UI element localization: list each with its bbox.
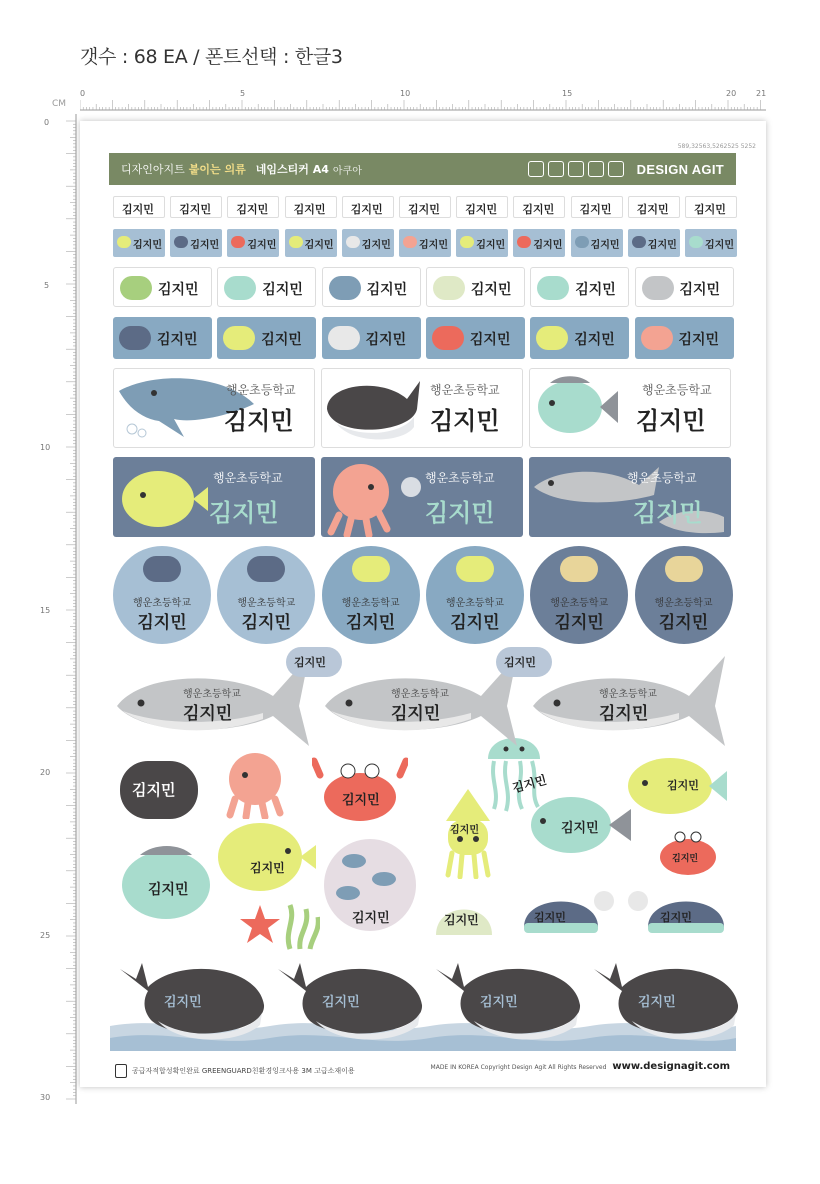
name-text: 김지민 <box>450 613 500 633</box>
whale-sticker <box>118 957 268 1041</box>
school-text: 행운초등학교 <box>654 598 713 609</box>
small-white-sticker <box>113 196 165 218</box>
ruler-unit: CM <box>52 99 67 109</box>
small-white-sticker <box>285 196 337 218</box>
name-text: 김지민 <box>250 861 285 875</box>
ruler-top-label: 21 <box>756 89 766 98</box>
large-white-sticker-fish <box>529 368 731 448</box>
name-text: 김지민 <box>694 203 726 216</box>
animal-icon <box>537 276 569 300</box>
small-blue-sticker <box>399 229 451 257</box>
animal-icon <box>460 236 474 248</box>
name-text: 김지민 <box>122 203 154 216</box>
medium-white-sticker <box>322 267 421 307</box>
animal-icon <box>433 276 465 300</box>
school-text: 행운초등학교 <box>445 598 504 609</box>
animal-icon <box>641 326 673 350</box>
animal-icon <box>329 276 361 300</box>
name-text: 김지민 <box>554 613 604 633</box>
bubble-sticker <box>324 839 416 931</box>
footer-copyright <box>431 1061 730 1072</box>
banner-product: 네임스티커 A4 <box>255 163 329 176</box>
round-sticker <box>530 546 628 644</box>
name-text: 김지민 <box>209 499 279 527</box>
large-blue-sticker-pufferfish <box>113 457 315 537</box>
small-blue-sticker <box>571 229 623 257</box>
name-text: 김지민 <box>241 613 291 633</box>
whale-sticker <box>592 957 742 1041</box>
name-text: 김지민 <box>658 613 709 633</box>
medium-white-sticker <box>530 267 629 307</box>
turtle-icon <box>518 883 616 945</box>
shark-sticker <box>321 651 523 751</box>
school-text: 행운초등학교 <box>341 598 400 609</box>
name-text: 김지민 <box>510 772 549 796</box>
mint-fish-sticker <box>525 793 633 857</box>
animal-icon <box>289 236 303 248</box>
medium-blue-sticker <box>635 317 734 359</box>
brand-logo: DESIGN AGIT <box>636 162 724 177</box>
name-text: 김지민 <box>470 282 512 298</box>
round-sticker <box>217 546 315 644</box>
name-text: 김지민 <box>236 203 269 216</box>
small-white-sticker <box>342 196 394 218</box>
name-text: 김지민 <box>469 332 511 348</box>
school-text: 행운초등학교 <box>642 383 712 397</box>
name-text: 김지민 <box>262 282 303 298</box>
animal-icon <box>632 236 646 248</box>
small-white-sticker <box>399 196 451 218</box>
shell-sticker <box>432 891 498 945</box>
medium-white-sticker <box>217 267 316 307</box>
name-text: 김지민 <box>522 203 555 216</box>
medium-white-sticker <box>113 267 212 307</box>
pufferfish-sticker <box>208 817 318 897</box>
bubble-sticker <box>286 647 342 677</box>
name-text: 김지민 <box>342 793 380 808</box>
medium-blue-sticker <box>217 317 316 359</box>
name-text: 김지민 <box>408 203 440 216</box>
shark-sticker <box>113 651 315 751</box>
animal-icon <box>247 556 285 582</box>
medium-blue-sticker <box>530 317 629 359</box>
jacket-icon <box>608 161 624 177</box>
name-text: 김지민 <box>465 203 498 216</box>
animal-icon <box>346 236 360 248</box>
crab-sticker <box>312 755 408 825</box>
name-text: 김지민 <box>179 203 212 216</box>
small-white-sticker <box>513 196 565 218</box>
small-white-sticker <box>170 196 222 218</box>
ruler-left-label: 15 <box>40 606 51 615</box>
name-text: 김지민 <box>391 704 441 724</box>
name-text: 김지민 <box>480 995 518 1010</box>
small-white-sticker <box>628 196 680 218</box>
name-text: 김지민 <box>678 332 720 348</box>
shoes-icon <box>548 161 564 177</box>
medium-blue-sticker <box>426 317 525 359</box>
name-text: 김지민 <box>705 240 734 251</box>
footer-right-text: MADE IN KOREA Copyright Design Agit All Rights Reserved <box>430 1064 607 1071</box>
banner-shop: 디자인아지트 <box>121 163 185 176</box>
animal-icon <box>231 236 245 248</box>
footer-left-text: 공급자적합성확인완료 GREENGUARD친환경잉크사용 3M 고급소재이용 <box>132 1067 355 1075</box>
animal-icon <box>352 556 390 582</box>
animal-icon <box>560 556 598 582</box>
ruler-left-label: 0 <box>44 118 50 127</box>
ruler-top-label: 20 <box>726 89 737 98</box>
animal-icon <box>119 326 151 350</box>
small-white-sticker <box>685 196 737 218</box>
cloud-sticker <box>120 761 198 819</box>
name-text: 김지민 <box>345 613 396 633</box>
whale-sticker <box>276 957 426 1041</box>
ruler-top-label: 10 <box>400 89 411 98</box>
umbrella-icon <box>568 161 584 177</box>
bag-icon <box>588 161 604 177</box>
small-blue-sticker <box>628 229 680 257</box>
ruler-top-label: 5 <box>240 89 246 98</box>
shirt-icon <box>528 161 544 177</box>
name-text: 김지민 <box>444 913 479 927</box>
name-text: 김지민 <box>476 240 506 251</box>
name-text: 김지민 <box>599 704 649 724</box>
name-text: 김지민 <box>660 911 692 924</box>
round-sticker <box>322 546 420 644</box>
school-text: 행운초등학교 <box>133 598 191 609</box>
animal-icon <box>328 326 360 350</box>
small-white-sticker <box>571 196 623 218</box>
school-text: 행운초등학교 <box>425 471 495 485</box>
medium-white-sticker <box>426 267 525 307</box>
name-text: 김지민 <box>366 282 408 298</box>
name-text: 김지민 <box>419 240 448 251</box>
yellow-fish-sticker <box>625 755 729 817</box>
small-blue-sticker <box>285 229 337 257</box>
name-text: 김지민 <box>164 995 202 1010</box>
name-text: 김지민 <box>534 911 566 924</box>
animal-icon <box>517 236 531 248</box>
large-blue-sticker-shark <box>529 457 731 537</box>
small-white-sticker <box>456 196 508 218</box>
name-text: 김지민 <box>183 704 233 724</box>
pufferfish-icon <box>208 817 318 897</box>
name-text: 김지민 <box>504 656 536 669</box>
squid-sticker <box>442 787 494 879</box>
name-text: 김지민 <box>561 821 599 836</box>
medium-blue-sticker <box>113 317 212 359</box>
name-text: 김지민 <box>365 332 407 348</box>
school-text: 행운초등학교 <box>599 689 657 700</box>
school-text: 행운초등학교 <box>183 689 241 700</box>
kc-mark-icon <box>115 1064 127 1078</box>
small-blue-sticker <box>685 229 737 257</box>
name-text: 김지민 <box>579 203 612 216</box>
name-text: 김지민 <box>322 995 360 1010</box>
name-text: 김지민 <box>679 282 721 298</box>
turtle-sticker <box>518 883 616 945</box>
animal-icon <box>143 556 181 582</box>
big-fish-sticker <box>120 841 218 923</box>
name-text: 김지민 <box>636 407 706 435</box>
animal-icon <box>536 326 568 350</box>
animal-icon <box>642 276 674 300</box>
name-text: 김지민 <box>638 995 676 1010</box>
school-text: 행운초등학교 <box>430 383 500 397</box>
name-text: 김지민 <box>667 779 699 792</box>
banner-theme: 아쿠아 <box>332 165 362 177</box>
banner-category: 붙이는 의류 <box>188 163 246 176</box>
school-text: 행운초등학교 <box>391 689 449 700</box>
name-text: 김지민 <box>261 332 302 348</box>
animal-icon <box>403 236 417 248</box>
small-blue-sticker <box>113 229 165 257</box>
name-text: 김지민 <box>137 613 187 633</box>
name-text: 김지민 <box>533 240 563 251</box>
animal-icon <box>174 236 188 248</box>
octopus-sticker <box>220 749 290 819</box>
name-text: 김지민 <box>590 240 620 251</box>
round-sticker <box>113 546 211 644</box>
starfish-seaweed-icon <box>240 901 320 951</box>
medium-blue-sticker <box>322 317 421 359</box>
name-text: 김지민 <box>636 203 669 216</box>
small-white-sticker <box>227 196 279 218</box>
animal-icon <box>117 236 131 248</box>
name-text: 김지민 <box>132 781 176 799</box>
name-text: 김지민 <box>430 407 500 435</box>
name-text: 김지민 <box>672 854 699 864</box>
small-blue-sticker <box>170 229 222 257</box>
name-text: 김지민 <box>575 282 616 298</box>
small-blue-sticker <box>513 229 565 257</box>
name-text: 김지민 <box>425 499 495 527</box>
product-code: 589,32563,5262525 5252 <box>677 143 756 150</box>
name-text: 김지민 <box>294 656 326 669</box>
shark-sticker <box>529 651 731 751</box>
name-text: 김지민 <box>190 240 220 251</box>
title-banner <box>109 153 736 185</box>
large-white-sticker-dolphin <box>113 368 315 448</box>
name-text: 김지민 <box>247 240 277 251</box>
small-blue-sticker <box>342 229 394 257</box>
ruler-top-label: 15 <box>562 89 573 98</box>
round-sticker <box>635 546 733 644</box>
sticker-sheet <box>80 121 766 1087</box>
animal-icon <box>665 556 703 582</box>
small-blue-sticker <box>456 229 508 257</box>
animal-icon <box>224 276 256 300</box>
name-text: 김지민 <box>352 911 390 926</box>
ruler-left <box>38 92 78 1112</box>
small-crab-sticker <box>652 827 724 877</box>
name-text: 김지민 <box>633 499 703 527</box>
large-blue-sticker-octopus <box>321 457 523 537</box>
name-text: 김지민 <box>647 240 677 251</box>
turtle-sticker-2 <box>626 883 730 945</box>
name-text: 김지민 <box>224 407 294 435</box>
footer-url: www.designagit.com <box>612 1061 730 1072</box>
ruler-top <box>80 88 766 112</box>
animal-icon <box>575 236 589 248</box>
clothing-icons <box>528 161 624 177</box>
name-text: 김지민 <box>133 240 162 251</box>
medium-white-sticker <box>635 267 734 307</box>
ruler-left-label: 30 <box>40 1093 51 1102</box>
octopus-icon <box>220 749 290 819</box>
name-text: 김지민 <box>148 882 189 898</box>
ruler-left-label: 20 <box>40 768 51 777</box>
school-text: 행운초등학교 <box>226 383 296 397</box>
small-blue-sticker <box>227 229 279 257</box>
name-text: 김지민 <box>574 332 615 348</box>
name-text: 김지민 <box>361 240 391 251</box>
header-info: 갯수 : 68 EA / 폰트선택 : 한글3 <box>80 46 343 68</box>
large-white-sticker-whale <box>321 368 523 448</box>
footer-certifications <box>115 1064 355 1078</box>
animal-icon <box>120 276 152 300</box>
animal-icon <box>689 236 703 248</box>
name-text: 김지민 <box>350 203 383 216</box>
bubble-sticker <box>496 647 552 677</box>
animal-icon <box>456 556 494 582</box>
animal-icon <box>223 326 255 350</box>
ruler-left-label: 25 <box>40 931 51 940</box>
name-text: 김지민 <box>293 203 326 216</box>
name-text: 김지민 <box>157 332 198 348</box>
name-text: 김지민 <box>304 240 334 251</box>
school-text: 행운초등학교 <box>237 598 296 609</box>
ruler-top-label: 0 <box>80 89 86 98</box>
name-text: 김지민 <box>450 825 479 836</box>
ruler-left-label: 5 <box>44 281 50 290</box>
school-text: 행운초등학교 <box>550 598 609 609</box>
animal-icon <box>432 326 464 350</box>
whale-sticker <box>434 957 584 1041</box>
school-text: 행운초등학교 <box>213 471 283 485</box>
name-text: 김지민 <box>158 282 199 298</box>
ruler-left-label: 10 <box>40 443 51 452</box>
round-sticker <box>426 546 524 644</box>
school-text: 행운초등학교 <box>627 471 697 485</box>
